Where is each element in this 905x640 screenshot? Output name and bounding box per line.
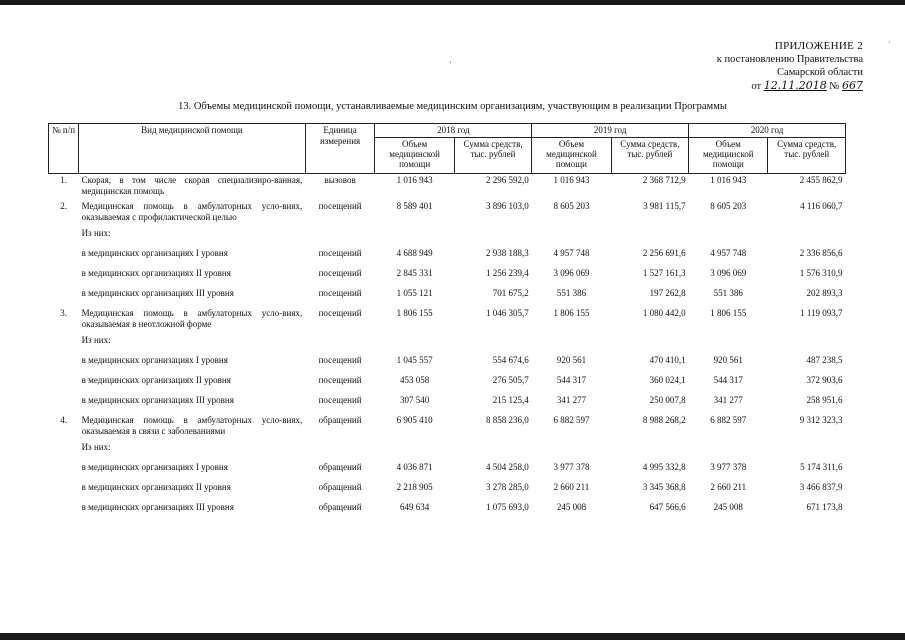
volume-2018: 8 589 401 <box>396 201 433 211</box>
row-name: в медицинских организациях III уровня <box>81 395 234 405</box>
row-name: в медицинских организациях I уровня <box>81 355 228 365</box>
sum-2018: 701 675,2 <box>492 288 529 298</box>
volume-2019: 245 008 <box>556 502 587 512</box>
sum-2019: 2 256 691,6 <box>642 248 686 258</box>
row-name: Из них: <box>81 335 111 345</box>
row-num: 4. <box>60 415 67 425</box>
row-unit: посещений <box>318 268 362 278</box>
table-row <box>49 174 846 201</box>
sum-2018: 554 674,6 <box>492 355 529 365</box>
volume-2019 <box>532 441 611 461</box>
row-num: 1. <box>60 175 67 185</box>
row-unit <box>305 334 375 354</box>
volume-2018: 2 845 331 <box>396 268 433 278</box>
volume-2019: 3 096 069 <box>553 268 590 278</box>
volume-2020: 544 317 <box>713 375 743 385</box>
sum-2019: 647 566,6 <box>649 502 686 512</box>
row-name: в медицинских организациях III уровня <box>81 502 234 512</box>
volume-2018: 1 806 155 <box>396 308 433 318</box>
header-volume: Объем медицинской помощи <box>532 138 611 174</box>
sum-2018 <box>454 441 531 461</box>
volume-2019: 2 660 211 <box>553 482 590 492</box>
scan-speck: · <box>888 38 891 47</box>
sum-2020 <box>768 441 846 461</box>
row-unit: посещений <box>318 248 362 258</box>
header-sum: Сумма средств, тыс. рублей <box>611 138 688 174</box>
number-prefix: № <box>829 81 840 92</box>
sum-2020: 671 173,8 <box>806 502 843 512</box>
sum-2020: 2 336 856,6 <box>799 248 843 258</box>
date-prefix: от <box>751 81 762 92</box>
volume-2018 <box>375 334 454 354</box>
row-num <box>49 334 79 354</box>
appendix-block <box>717 40 863 93</box>
row-num <box>49 501 79 521</box>
sum-2019: 470 410,1 <box>649 355 686 365</box>
volume-2020 <box>689 334 768 354</box>
handwritten-number: 667 <box>842 79 863 92</box>
volume-2019: 544 317 <box>556 375 587 385</box>
sum-2020: 487 238,5 <box>806 355 843 365</box>
sum-2019: 8 988 268,2 <box>642 415 686 425</box>
sum-2019: 1 527 161,3 <box>642 268 686 278</box>
row-unit: обращений <box>318 502 362 512</box>
appendix-line-region: Самарской области <box>777 67 863 78</box>
sum-2020: 1 576 310,9 <box>799 268 843 278</box>
row-name: в медицинских организациях I уровня <box>81 462 228 472</box>
sum-2019: 197 262,8 <box>649 288 686 298</box>
volume-2018 <box>375 441 454 461</box>
volume-2019 <box>532 227 611 247</box>
sum-2018: 2 938 188,3 <box>486 248 529 258</box>
volume-2018: 4 036 871 <box>396 462 433 472</box>
row-num <box>49 461 79 481</box>
table-row <box>49 354 846 374</box>
volume-2018: 2 218 905 <box>396 482 433 492</box>
volume-2019: 920 561 <box>556 355 587 365</box>
row-num <box>49 441 79 461</box>
row-unit: обращений <box>318 415 362 425</box>
sum-2020: 258 951,6 <box>806 395 843 405</box>
volume-2019: 6 882 597 <box>553 415 590 425</box>
table-row <box>49 441 846 461</box>
table-row <box>49 200 846 227</box>
scan-top-edge <box>0 0 905 5</box>
row-unit: посещений <box>318 355 362 365</box>
volume-2019: 3 977 378 <box>553 462 590 472</box>
table-row <box>49 287 846 307</box>
row-name: Медицинская помощь в амбулаторных усло-виях, оказываемая в неотложной форме <box>81 308 303 329</box>
volume-2019: 551 386 <box>556 288 587 298</box>
sum-2020 <box>768 227 846 247</box>
sum-2020: 5 174 311,6 <box>800 462 843 472</box>
row-unit: посещений <box>318 288 362 298</box>
header-type: Вид медицинской помощи <box>79 124 306 174</box>
row-num <box>49 394 79 414</box>
row-unit: посещений <box>318 201 362 211</box>
row-num <box>49 247 79 267</box>
volume-2019 <box>532 334 611 354</box>
row-num <box>49 354 79 374</box>
header-year-2020: 2020 год <box>689 124 846 138</box>
appendix-line-decree: к постановлению Правительства <box>716 54 863 65</box>
appendix-title: ПРИЛОЖЕНИЕ 2 <box>774 40 863 52</box>
table-row <box>49 374 846 394</box>
sum-2018: 3 278 285,0 <box>486 482 529 492</box>
volume-2019: 1 806 155 <box>553 308 590 318</box>
sum-2018: 8 858 236,0 <box>486 415 529 425</box>
volume-2020: 2 660 211 <box>710 482 747 492</box>
sum-2020 <box>768 334 846 354</box>
row-name: Медицинская помощь в амбулаторных усло-виях, оказываемая с профилактической целью <box>81 201 303 222</box>
row-unit <box>305 227 375 247</box>
sum-2020: 2 455 862,9 <box>799 175 843 185</box>
sum-2019: 4 995 332,8 <box>642 462 686 472</box>
header-volume: Объем медицинской помощи <box>689 138 768 174</box>
row-name: Из них: <box>81 442 111 452</box>
sum-2020: 372 903,6 <box>806 375 843 385</box>
sum-2018: 3 896 103,0 <box>486 201 529 211</box>
volume-2018: 307 540 <box>400 395 430 405</box>
table-row <box>49 461 846 481</box>
volume-2020: 1 016 943 <box>710 175 747 185</box>
sum-2019: 1 080 442,0 <box>642 308 686 318</box>
sum-2019: 2 368 712,9 <box>642 175 686 185</box>
volume-2018 <box>375 227 454 247</box>
header-num: № п/п <box>49 124 79 174</box>
volume-2020: 920 561 <box>713 355 743 365</box>
table-row <box>49 501 846 521</box>
row-name: Скорая, в том числе скорая специализиро-ванная, медицинская помощь <box>81 175 303 196</box>
header-sum: Сумма средств, тыс. рублей <box>454 138 531 174</box>
volume-2018: 649 634 <box>400 502 430 512</box>
volume-2020: 551 386 <box>713 288 743 298</box>
row-num <box>49 374 79 394</box>
table-row <box>49 247 846 267</box>
sum-2020: 1 119 093,7 <box>800 308 843 318</box>
sum-2018: 1 256 239,4 <box>486 268 529 278</box>
volume-2018: 1 055 121 <box>396 288 433 298</box>
sum-2019: 3 345 368,8 <box>642 482 686 492</box>
sum-2018 <box>454 227 531 247</box>
row-num <box>49 227 79 247</box>
header-year-2018: 2018 год <box>375 124 532 138</box>
section-title: 13. Объемы медицинской помощи, устанавливаемые медицинским организациям, участвующим в реализации Программы <box>178 101 727 112</box>
sum-2018: 1 046 305,7 <box>486 308 529 318</box>
volume-2020: 4 957 748 <box>710 248 747 258</box>
table-row <box>49 414 846 441</box>
row-name: в медицинских организациях II уровня <box>81 482 231 492</box>
row-unit: обращений <box>318 482 362 492</box>
volume-2018: 453 058 <box>400 375 430 385</box>
row-num <box>49 287 79 307</box>
volume-2019: 4 957 748 <box>553 248 590 258</box>
row-unit: обращений <box>318 462 362 472</box>
row-unit <box>305 441 375 461</box>
handwritten-date: 12.11.2018 <box>763 79 827 92</box>
row-num: 2. <box>60 201 67 211</box>
volume-2020: 3 977 378 <box>710 462 747 472</box>
row-name: Медицинская помощь в амбулаторных усло-виях, оказываемая в связи с заболеваниями <box>81 415 303 436</box>
appendix-date-line <box>717 79 863 93</box>
row-num <box>49 267 79 287</box>
table-row <box>49 481 846 501</box>
header-sum: Сумма средств, тыс. рублей <box>768 138 846 174</box>
sum-2019 <box>611 441 688 461</box>
header-unit: Единица измерения <box>305 124 375 174</box>
volume-2019: 8 605 203 <box>553 201 590 211</box>
sum-2018: 4 504 258,0 <box>486 462 529 472</box>
sum-2020: 4 116 060,7 <box>800 201 843 211</box>
table-row <box>49 394 846 414</box>
row-num: 3. <box>60 308 67 318</box>
sum-2018: 276 505,7 <box>492 375 529 385</box>
volume-2020: 3 096 069 <box>710 268 747 278</box>
sum-2018: 215 125,4 <box>492 395 529 405</box>
volume-2020 <box>689 441 768 461</box>
sum-2019: 250 007,8 <box>649 395 686 405</box>
volume-2018: 1 045 557 <box>396 355 433 365</box>
row-name: в медицинских организациях II уровня <box>81 375 231 385</box>
volume-2018: 1 016 943 <box>396 175 433 185</box>
row-num <box>49 481 79 501</box>
table-row <box>49 227 846 247</box>
sum-2019 <box>611 334 688 354</box>
header-year-2019: 2019 год <box>532 124 689 138</box>
volume-2018: 4 688 949 <box>396 248 433 258</box>
volume-2020: 8 605 203 <box>710 201 747 211</box>
table-row <box>49 307 846 334</box>
sum-2019: 3 981 115,7 <box>643 201 686 211</box>
sum-2018: 1 075 693,0 <box>486 502 529 512</box>
row-name: Из них: <box>81 228 111 238</box>
row-unit: посещений <box>318 375 362 385</box>
sum-2020: 9 312 323,3 <box>799 415 843 425</box>
row-unit: посещений <box>318 395 362 405</box>
row-name: в медицинских организациях III уровня <box>81 288 234 298</box>
row-name: в медицинских организациях II уровня <box>81 268 231 278</box>
sum-2018 <box>454 334 531 354</box>
volume-2020: 341 277 <box>713 395 743 405</box>
header-volume: Объем медицинской помощи <box>375 138 454 174</box>
volume-2020 <box>689 227 768 247</box>
row-unit: посещений <box>318 308 362 318</box>
volume-2019: 1 016 943 <box>553 175 590 185</box>
volume-2020: 245 008 <box>713 502 743 512</box>
sum-2018: 2 296 592,0 <box>486 175 529 185</box>
sum-2019: 360 024,1 <box>649 375 686 385</box>
volume-2020: 1 806 155 <box>710 308 747 318</box>
row-unit: вызовов <box>324 175 356 185</box>
table-row <box>49 334 846 354</box>
volume-2019: 341 277 <box>556 395 587 405</box>
scan-speck: ' <box>450 60 452 69</box>
sum-2019 <box>611 227 688 247</box>
sum-2020: 3 466 837,9 <box>799 482 843 492</box>
table-row <box>49 267 846 287</box>
volumes-table <box>48 123 846 521</box>
volume-2018: 6 905 410 <box>396 415 433 425</box>
sum-2020: 202 893,3 <box>806 288 843 298</box>
row-name: в медицинских организациях I уровня <box>81 248 228 258</box>
volume-2020: 6 882 597 <box>710 415 747 425</box>
scan-bottom-edge <box>0 633 905 640</box>
